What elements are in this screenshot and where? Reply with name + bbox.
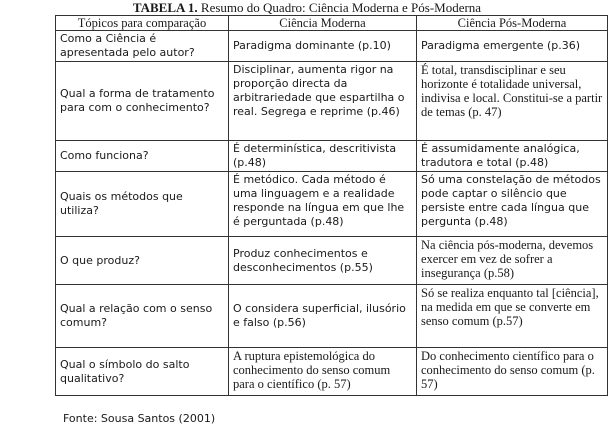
caption-label: TABELA 1. [132, 0, 198, 15]
modern-cell: É determinística, descritivista (p.48) [229, 141, 417, 172]
modern-cell: Paradigma dominante (p.10) [229, 31, 417, 62]
modern-cell: Disciplinar, aumenta rigor na proporção directa da arbitrariedade que espartilha o real. Segrega e reprime (p.46) [229, 62, 417, 141]
table-row [56, 237, 608, 285]
postmodern-cell: É assumidamente analógica, tradutora e total (p.48) [417, 141, 608, 172]
comparison-table [55, 15, 608, 396]
table-row [56, 172, 608, 237]
header-topics: Tópicos para comparação [56, 16, 229, 31]
table-row [56, 141, 608, 172]
topic-cell: Como a Ciência é apresentada pelo autor? [56, 31, 229, 62]
modern-cell: O considera superficial, ilusório e falso (p.56) [229, 285, 417, 348]
postmodern-cell: Paradigma emergente (p.36) [417, 31, 608, 62]
caption-text: Resumo do Quadro: Ciência Moderna e Pós-Moderna [200, 0, 482, 15]
postmodern-cell: É total, transdisciplinar e seu horizonte é totalidade universal, indivisa e local. Constitui-se a partir de temas (p. 47) [417, 62, 608, 141]
topic-cell: Qual a forma de tratamento para com o conhecimento? [56, 62, 229, 141]
postmodern-cell: Só uma constelação de métodos pode captar o silêncio que persiste entre cada língua que pergunta (p.48) [417, 172, 608, 237]
topic-cell: Como funciona? [56, 141, 229, 172]
topic-cell: Qual o símbolo do salto qualitativo? [56, 348, 229, 396]
postmodern-cell: Só se realiza enquanto tal [ciência], na medida em que se converte em senso comum (p.57) [417, 285, 608, 348]
modern-cell: A ruptura epistemológica do conhecimento do senso comum para o científico (p. 57) [229, 348, 417, 396]
topic-cell: O que produz? [56, 237, 229, 285]
modern-cell: É metódico. Cada método é uma linguagem e a realidade responde na língua em que lhe é perguntada (p.48) [229, 172, 417, 237]
modern-cell: Produz conhecimentos e desconhecimentos (p.55) [229, 237, 417, 285]
table-row [56, 285, 608, 348]
postmodern-cell: Do conhecimento científico para o conhecimento do senso comum (p. 57) [417, 348, 608, 396]
table-row [56, 31, 608, 62]
source-note: Fonte: Sousa Santos (2001) [63, 412, 216, 425]
topic-cell: Quais os métodos que utiliza? [56, 172, 229, 237]
header-modern-science: Ciência Moderna [229, 16, 417, 31]
table-row [56, 62, 608, 141]
table-row [56, 348, 608, 396]
table-caption [0, 0, 614, 16]
table-header-row [56, 16, 608, 31]
topic-cell: Qual a relação com o senso comum? [56, 285, 229, 348]
header-postmodern-science: Ciência Pós-Moderna [417, 16, 608, 31]
postmodern-cell: Na ciência pós-moderna, devemos exercer em vez de sofrer a insegurança (p.58) [417, 237, 608, 285]
